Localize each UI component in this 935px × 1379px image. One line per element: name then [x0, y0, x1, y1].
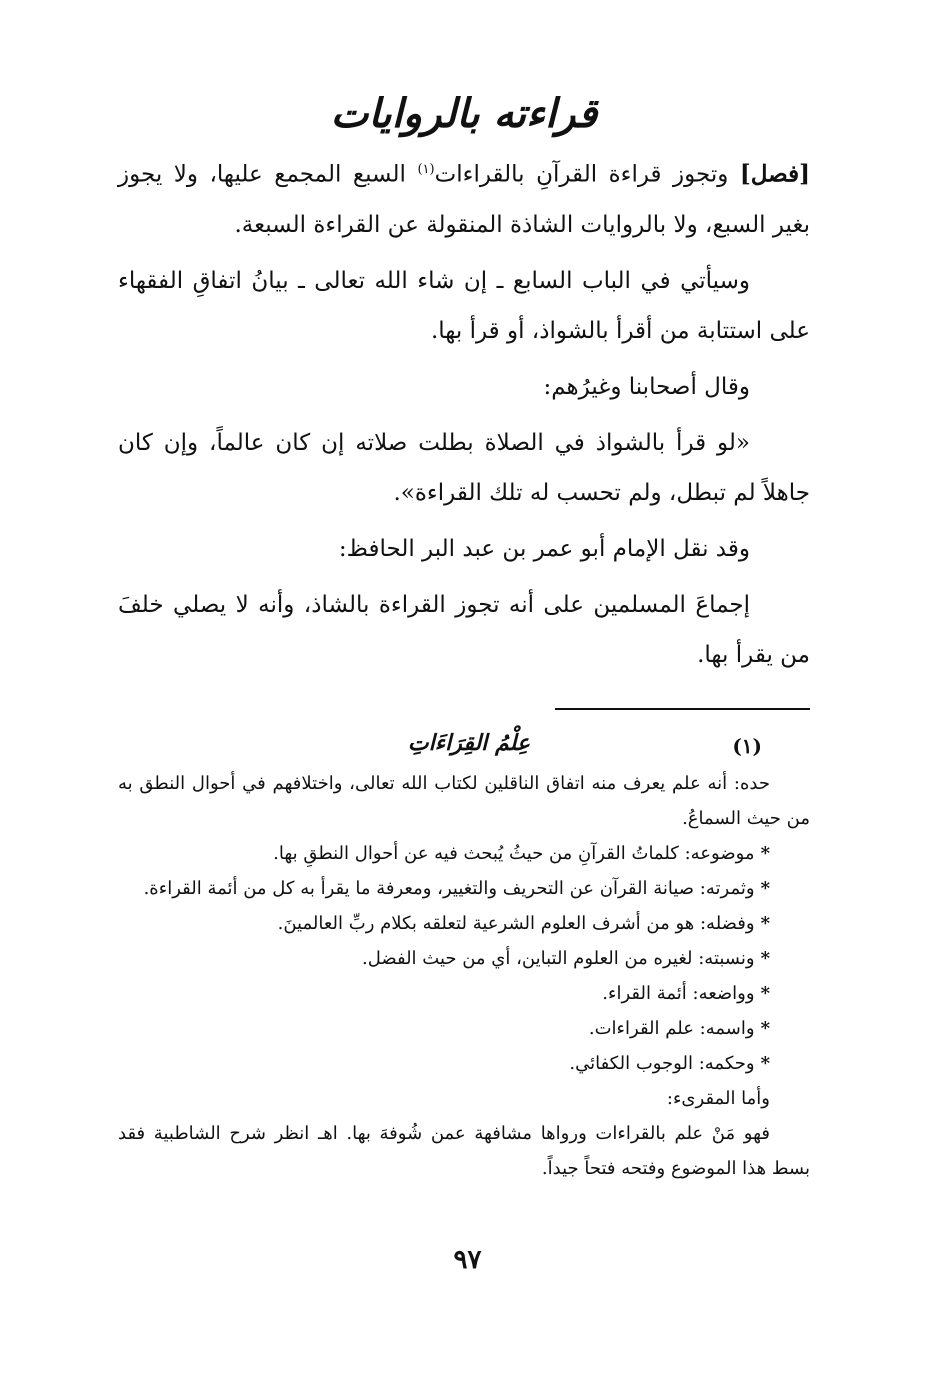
star-icon: * [760, 982, 770, 1004]
paragraph-2: وسيأتي في الباب السابع ـ إن شاء الله تعالى ـ بيانُ اتفاقِ الفقهاء على استتابة من أقرأ بالشواذ، أو قرأ بها. [118, 267, 810, 344]
footnote-item [118, 836, 810, 871]
page-number: ٩٧ [453, 1245, 482, 1275]
star-icon: * [760, 1017, 770, 1039]
paragraph-6: إجماعَ المسلمين على أنه تجوز القراءة بالشاذ، وأنه لا يصلي خلفَ من يقرأ بها. [118, 591, 810, 668]
footnote-item [118, 906, 810, 941]
star-icon: * [760, 912, 770, 934]
fasl-marker: [فصل] [739, 160, 810, 188]
footnote-divider [555, 708, 810, 710]
footnote-item [118, 1046, 810, 1081]
paragraph-3: وقال أصحابنا وغيرُهم: [543, 373, 750, 400]
footnote-item-text: وثمرته: صيانة القرآن عن التحريف والتغيير، ومعرفة ما يقرأ به كل من أئمة القراءة. [143, 877, 755, 899]
paragraph-1-text: وتجوز قراءة القرآنِ بالقراءات [434, 161, 740, 188]
muqri-label: وأما المقرىء: [666, 1087, 770, 1109]
footnote-item [118, 871, 810, 906]
footnote-item-text: وفضله: هو من أشرف العلوم الشرعية لتعلقه بكلام ربِّ العالمينَ. [277, 912, 755, 934]
footnote-definition: حده: أنه علم يعرف منه اتفاق الناقلين لكتاب الله تعالى، واختلافهم في أحوال النطق به من حيث السماعُ. [118, 772, 810, 829]
paragraph-4: «لو قرأ بالشواذ في الصلاة بطلت صلاته إن كان عالماً، وإن كان جاهلاً لم تبطل، ولم تحسب له تلك القراءة». [118, 429, 810, 506]
footnote-item [118, 1011, 810, 1046]
footnote-item-text: موضوعه: كلماتُ القرآنِ من حيثُ يُبحث فيه عن أحوال النطقِ بها. [273, 842, 755, 864]
footnote-ref[interactable]: (١) [417, 162, 435, 177]
footnote-item-text: وواضعه: أئمة القراء. [602, 982, 755, 1004]
star-icon: * [760, 877, 770, 899]
star-icon: * [760, 947, 770, 969]
footnote-heading: عِلْمُ القِرَاءَاتِ [407, 729, 530, 756]
section-title: قراءته بالروايات [330, 90, 598, 137]
paragraph-1 [118, 145, 810, 250]
footnote-item-text: واسمه: علم القراءات. [588, 1017, 755, 1039]
muqri-text: فهو مَنْ علم بالقراءات ورواها مشافهة عمن شُوفهَ بها. اهـ انظر شرح الشاطبية فقد بسط هذا الموضوع وفتحه فتحاً جيداً. [118, 1122, 810, 1179]
footnote-number: (١) [732, 733, 762, 758]
paragraph-1-rest: السبع المجمع عليها، ولا يجوز بغير السبع، ولا بالروايات الشاذة المنقولة عن القراءة السبعة. [118, 161, 810, 238]
star-icon: * [760, 1052, 770, 1074]
footnote-header [118, 730, 810, 766]
footnote-item-text: ونسبته: لغيره من العلوم التباين، أي من حيث الفضل. [362, 947, 755, 969]
paragraph-5: وقد نقل الإمام أبو عمر بن عبد البر الحافظ: [338, 535, 750, 562]
footnote-item [118, 976, 810, 1011]
footnote-item-text: وحكمه: الوجوب الكفائي. [569, 1052, 755, 1074]
star-icon: * [760, 842, 770, 864]
footnote-item [118, 941, 810, 976]
page-body [118, 90, 810, 1186]
